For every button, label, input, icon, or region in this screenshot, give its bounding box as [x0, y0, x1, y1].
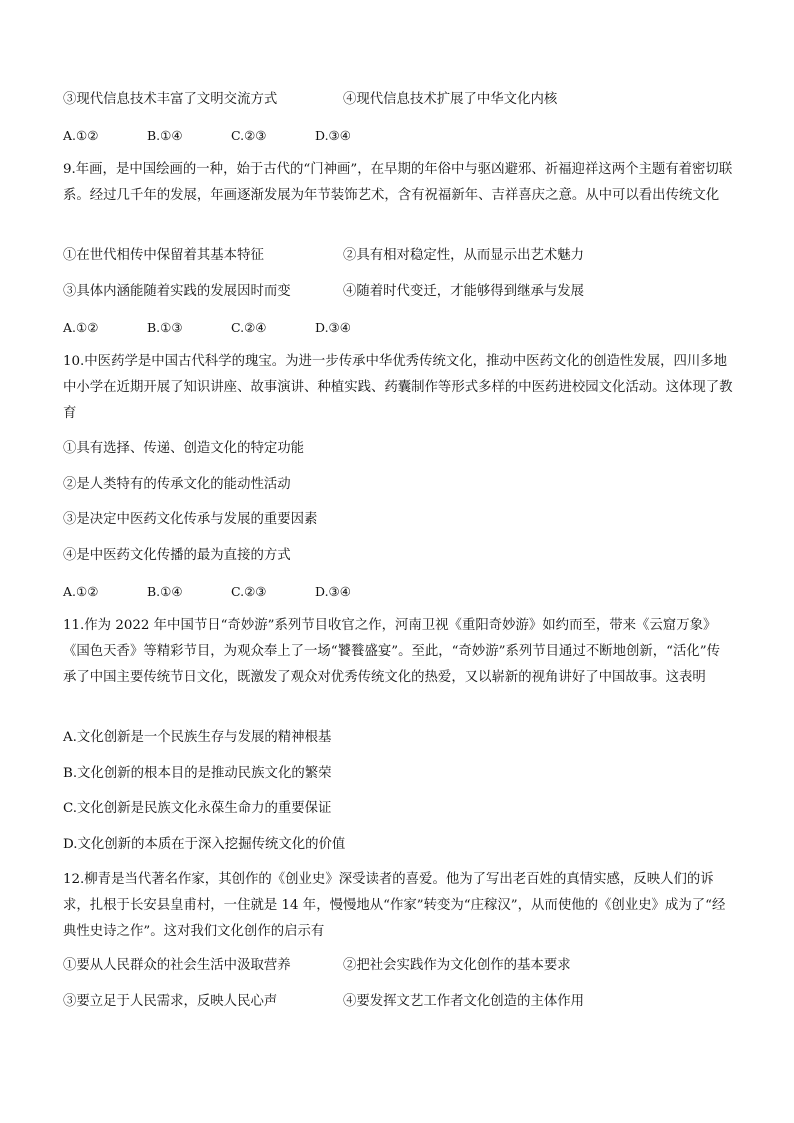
q10-option-1: ①具有选择、传递、创造文化的特定功能: [63, 441, 305, 456]
q8-option-4: ④现代信息技术扩展了中华文化内核: [343, 92, 558, 107]
q9-choice-c: C.②④: [231, 320, 267, 335]
q12-option-3: ③要立足于人民需求，反映人民心声: [63, 994, 278, 1009]
q10-choice-c: C.②③: [231, 584, 267, 599]
q9-choice-a: A.①②: [63, 320, 99, 335]
q12-stem: 12.柳青是当代著名作家，其创作的《创业史》深受读者的喜爱。他为了写出老百姓的真情实感，反映人们的诉求，扎根于长安县皇甫村，一住就是 14 年，慢慢地从“作家”转变为“庄稼汉”，从而使他的《创业史》成为了“经典性史诗之作”。这对我们文化创作的启示有: [63, 872, 726, 939]
q8-choice-d: D.③④: [315, 128, 351, 143]
q8-choice-c: C.②③: [231, 128, 267, 143]
q11-stem: 11.作为 2022 年中国节日“奇妙游”系列节目收官之作，河南卫视《重阳奇妙游》如约而至，带来《云窟万象》《国色天香》等精彩节目，为观众奉上了一场“饕餮盛宴”。至此，“奇妙游”系列节目通过不断地创新，“活化”传承了中国主要传统节日文化，既激发了观众对优秀传统文化的热爱，又以崭新的视角讲好了中国故事。这表明: [63, 618, 721, 685]
q10-choice-d: D.③④: [315, 584, 351, 599]
q8-option-3: ③现代信息技术丰富了文明交流方式: [63, 92, 278, 107]
q12-option-1: ①要从人民群众的社会生活中汲取营养: [63, 958, 291, 973]
q9-option-2: ②具有相对稳定性，从而显示出艺术魅力: [343, 248, 585, 263]
q9-option-4: ④随着时代变迁，才能够得到继承与发展: [343, 284, 585, 299]
q11-option-b: B.文化创新的根本目的是推动民族文化的繁荣: [63, 766, 332, 781]
q9-option-3: ③具体内涵能随着实践的发展因时而变: [63, 284, 291, 299]
q10-choice-b: B.①④: [147, 584, 183, 599]
q9-choice-d: D.③④: [315, 320, 351, 335]
q12-option-4: ④要发挥文艺工作者文化创造的主体作用: [343, 994, 585, 1009]
q12-option-2: ②把社会实践作为文化创作的基本要求: [343, 958, 571, 973]
q9-choices: [63, 320, 399, 336]
q10-option-2: ②是人类特有的传承文化的能动性活动: [63, 477, 291, 492]
q11-option-c: C.文化创新是民族文化永葆生命力的重要保证: [63, 801, 332, 816]
q9-choice-b: B.①③: [147, 320, 183, 335]
q10-choices: [63, 584, 399, 600]
q8-choice-a: A.①②: [63, 128, 99, 143]
q8-choices: [63, 128, 399, 144]
q9-option-1: ①在世代相传中保留着其基本特征: [63, 248, 264, 263]
q10-option-3: ③是决定中医药文化传承与发展的重要因素: [63, 512, 318, 527]
q10-stem: 10.中医药学是中国古代科学的瑰宝。为进一步传承中华优秀传统文化，推动中医药文化的创造性发展，四川多地中小学在近期开展了知识讲座、故事演讲、种植实践、药囊制作等形式多样的中医药进校园文化活动。这体现了教育: [63, 354, 733, 421]
q9-stem: 9.年画，是中国绘画的一种，始于古代的“门神画”，在早期的年俗中与驱凶避邪、祈福迎祥这两个主题有着密切联系。经过几千年的发展，年画逐渐发展为年节装饰艺术，含有祝福新年、吉祥喜庆之意。从中可以看出传统文化: [63, 162, 733, 203]
q8-choice-b: B.①④: [147, 128, 183, 143]
q11-option-a: A.文化创新是一个民族生存与发展的精神根基: [63, 730, 332, 745]
q10-choice-a: A.①②: [63, 584, 99, 599]
q11-option-d: D.文化创新的本质在于深入挖掘传统文化的价值: [63, 837, 346, 852]
q10-option-4: ④是中医药文化传播的最为直接的方式: [63, 548, 291, 563]
